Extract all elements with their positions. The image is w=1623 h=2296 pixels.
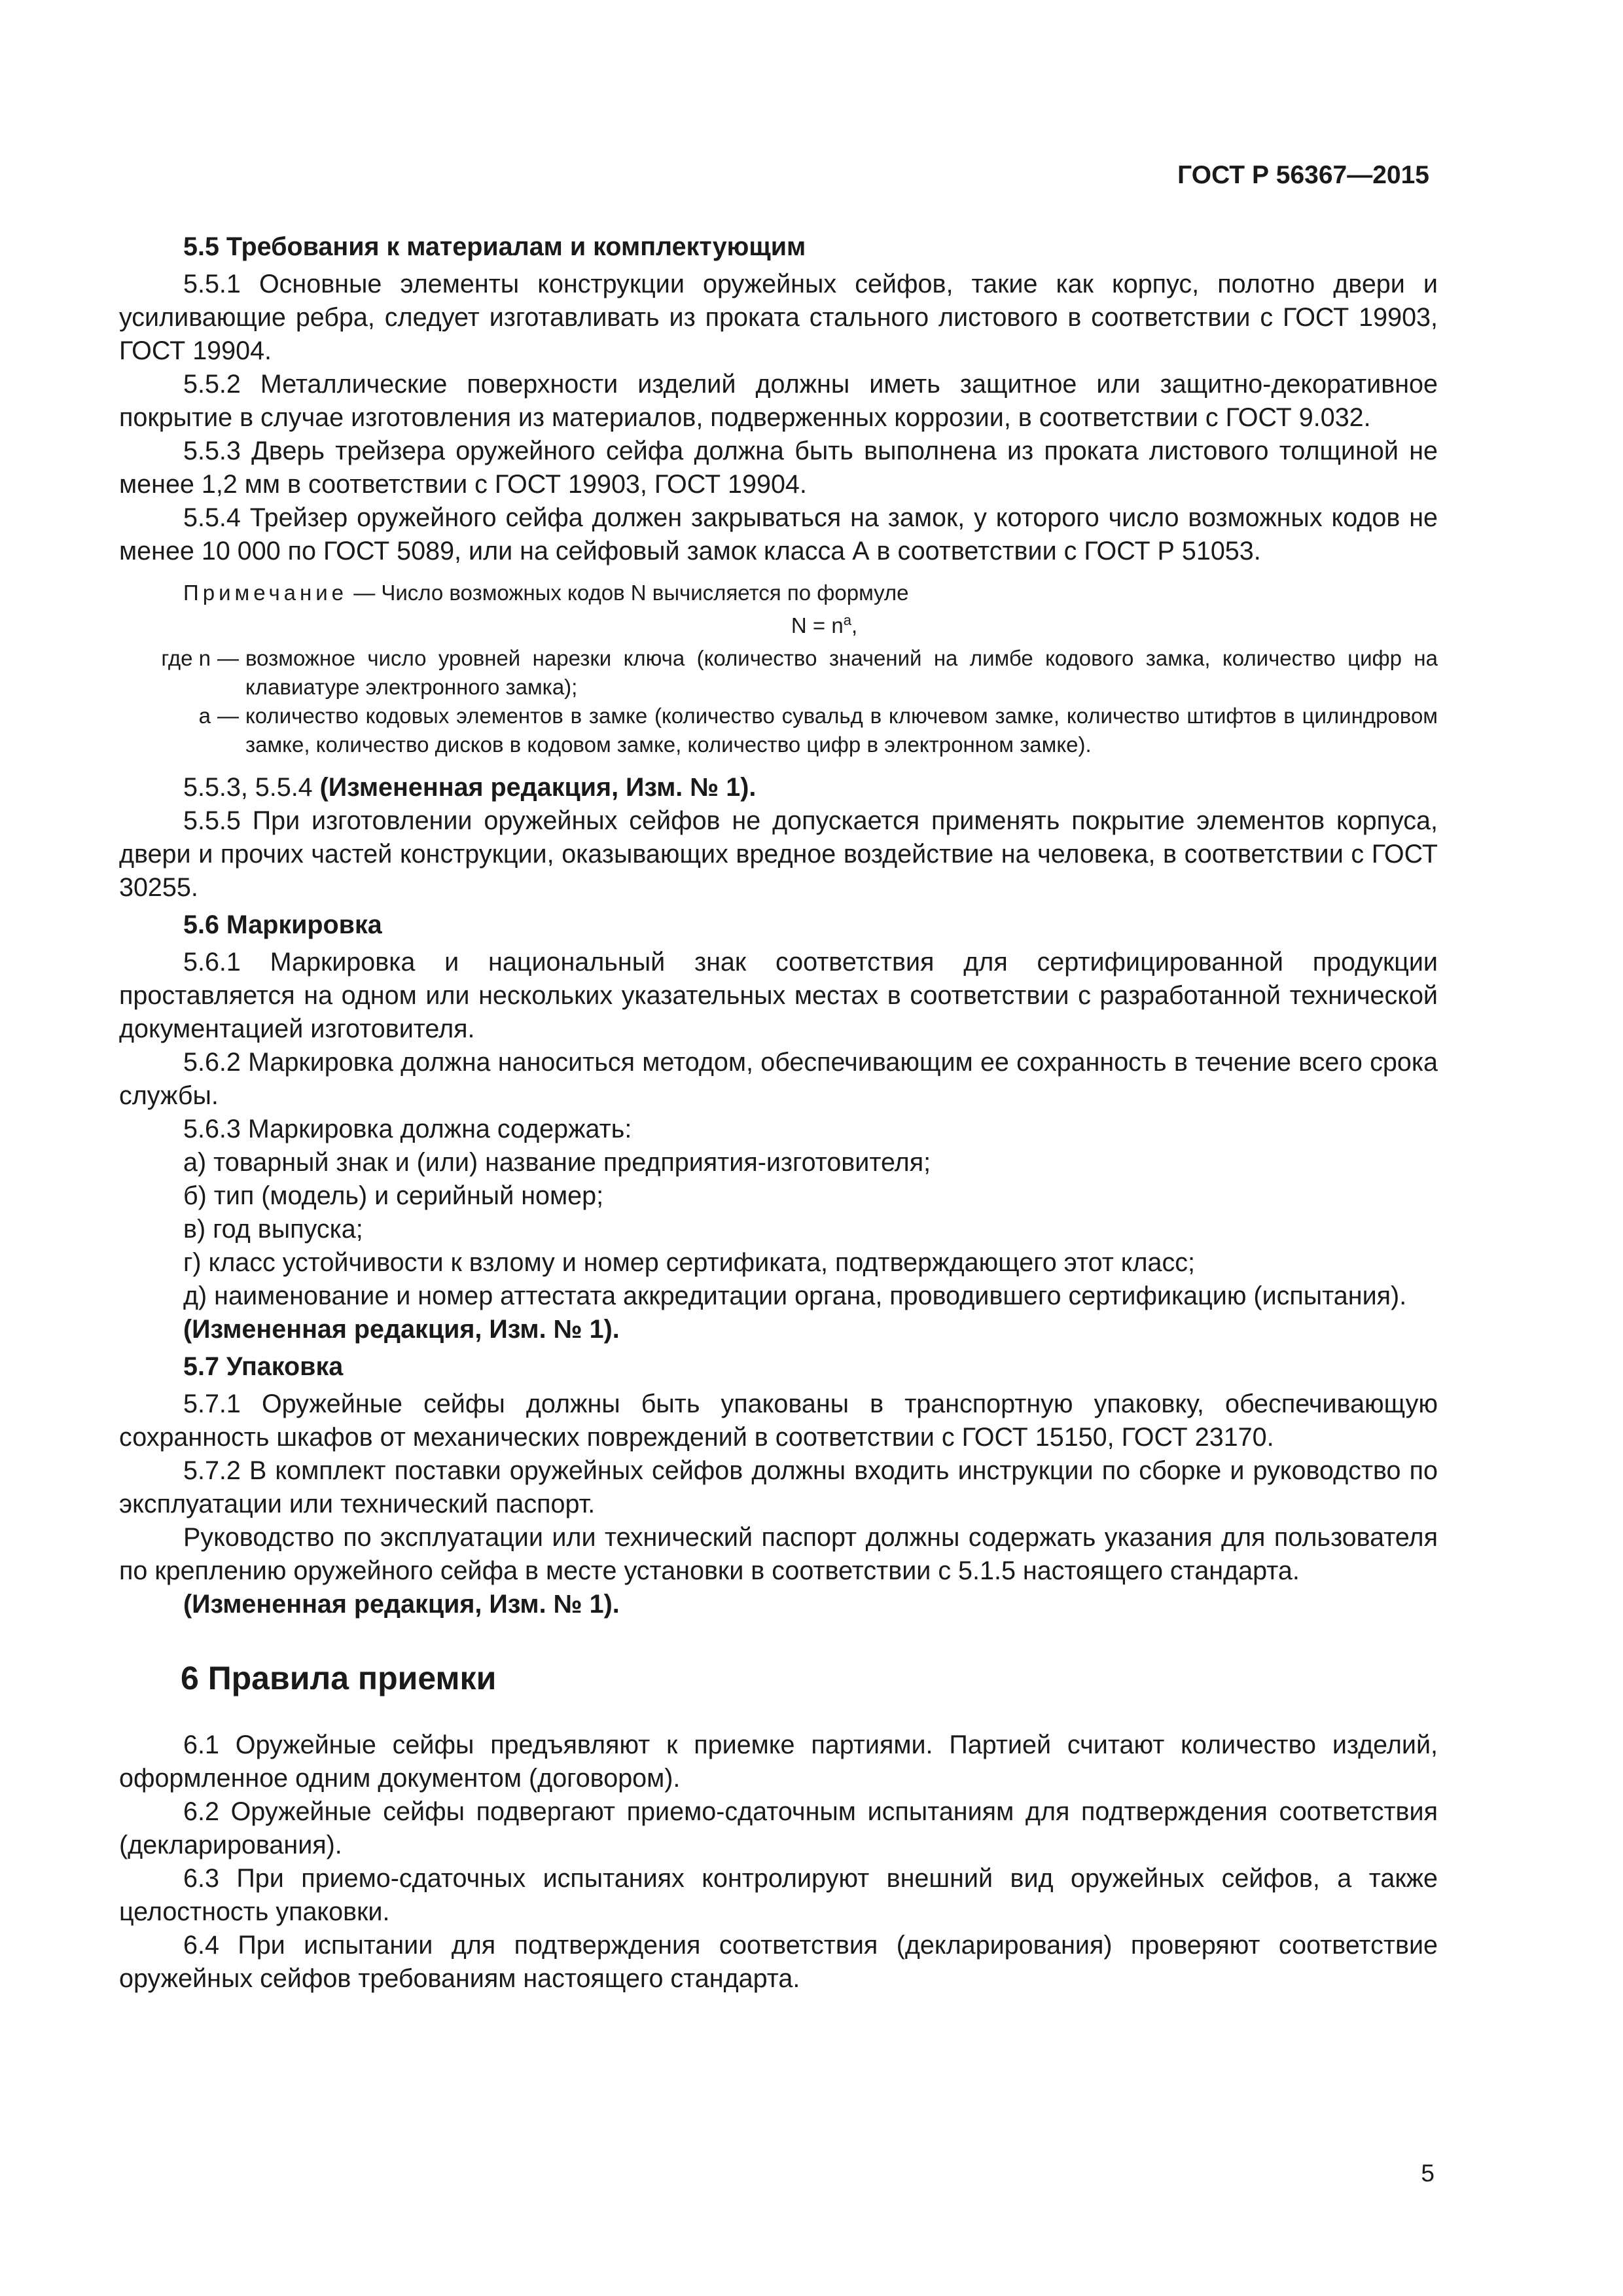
- section-5-7-heading: 5.7 Упаковка: [183, 1352, 344, 1381]
- definition-n-text: возможное число уровней нарезки ключа (количество значений на лимбе кодового замка, количество цифр на клавиатуре электронного замка);: [245, 646, 1438, 699]
- paragraph-5-6-1: 5.6.1 Маркировка и национальный знак соответствия для сертифицированной продукции проставляется на одном или нескольких указательных местах в соответствии с разработанной технической документацией изготовителя.: [119, 948, 1438, 1043]
- amendment-5-5-text: (Измененная редакция, Изм. № 1).: [319, 773, 757, 802]
- section-5-5-heading: 5.5 Требования к материалам и комплектующим: [183, 232, 806, 261]
- list-item-b: б) тип (модель) и серийный номер;: [183, 1181, 604, 1210]
- paragraph-6-4: 6.4 При испытании для подтверждения соответствия (декларирования) проверяют соответствие оружейных сейфов требованиям настоящего стандарта.: [119, 1931, 1438, 1993]
- paragraph-6-2: 6.2 Оружейные сейфы подвергают приемо-сдаточным испытаниям для подтверждения соответствия (декларирования).: [119, 1797, 1438, 1859]
- paragraph-5-5-4: 5.5.4 Трейзер оружейного сейфа должен закрываться на замок, у которого число возможных кодов не менее 10 000 по ГОСТ 5089, или на сейфовый замок класса А в соответствии с ГОСТ Р 51053.: [119, 503, 1438, 565]
- paragraph-6-3: 6.3 При приемо-сдаточных испытаниях контролируют внешний вид оружейных сейфов, а также целостность упаковки.: [119, 1864, 1438, 1926]
- amendment-5-7: (Измененная редакция, Изм. № 1).: [183, 1590, 620, 1619]
- amendment-5-5-ref: 5.5.3, 5.5.4: [183, 773, 313, 802]
- paragraph-5-7-1: 5.7.1 Оружейные сейфы должны быть упакованы в транспортную упаковку, обеспечивающую сохранность шкафов от механических повреждений в соответствии с ГОСТ 15150, ГОСТ 23170.: [119, 1390, 1438, 1452]
- list-item-d: д) наименование и номер аттестата аккредитации органа, проводившего сертификацию (испытания).: [183, 1282, 1407, 1310]
- definition-n-term: где n: [161, 646, 211, 670]
- definition-a: [119, 702, 1438, 759]
- paragraph-5-5-5: 5.5.5 При изготовлении оружейных сейфов не допускается применять покрытие элементов корпуса, двери и прочих частей конструкции, оказывающих вредное воздействие на человека, в соответствии с ГОСТ 30255.: [119, 806, 1438, 902]
- amendment-5-5: [119, 771, 1438, 804]
- section-6-heading: 6 Правила приемки: [181, 1660, 497, 1696]
- formula-tail: ,: [851, 613, 858, 637]
- list-item-a: а) товарный знак и (или) название предприятия-изготовителя;: [183, 1148, 931, 1177]
- definition-a-dash: —: [217, 704, 239, 728]
- paragraph-5-6-2: 5.6.2 Маркировка должна наноситься методом, обеспечивающим ее сохранность в течение всего срока службы.: [119, 1048, 1438, 1110]
- paragraph-5-7-2b: Руководство по эксплуатации или технический паспорт должны содержать указания для пользователя по креплению оружейного сейфа в месте установки в соответствии с 5.1.5 настоящего стандарта.: [119, 1523, 1438, 1585]
- formula-base: N = n: [791, 613, 844, 637]
- paragraph-5-5-2: 5.5.2 Металлические поверхности изделий должны иметь защитное или защитно-декоративное покрытие в случае изготовления из материалов, подверженных коррозии, в соответствии с ГОСТ 9.032.: [119, 370, 1438, 432]
- paragraph-6-1: 6.1 Оружейные сейфы предъявляют к приемке партиями. Партией считают количество изделий, оформленное одним документом (договором).: [119, 1731, 1438, 1793]
- definition-a-term: а: [198, 704, 211, 728]
- definition-n: [119, 644, 1438, 702]
- paragraph-5-5-1: 5.5.1 Основные элементы конструкции оружейных сейфов, такие как корпус, полотно двери и усиливающие ребра, следует изготавливать из проката стального листового в соответствии с ГОСТ 19903, ГОСТ 19904.: [119, 270, 1438, 365]
- document-header: ГОСТ Р 56367—2015: [1177, 161, 1429, 189]
- list-item-g: г) класс устойчивости к взлому и номер сертификата, подтверждающего этот класс;: [183, 1248, 1195, 1277]
- paragraph-5-6-3: 5.6.3 Маркировка должна содержать:: [183, 1115, 632, 1143]
- document-body: [119, 230, 1438, 1996]
- formula-exponent: a: [843, 612, 851, 628]
- definition-n-dash: —: [217, 646, 239, 670]
- definition-a-text: количество кодовых элементов в замке (количество сувальд в ключевом замке, количество штифтов в цилиндровом замке, количество дисков в кодовом замке, количество цифр в электронном замке).: [245, 704, 1438, 757]
- paragraph-5-5-3: 5.5.3 Дверь трейзера оружейного сейфа должна быть выполнена из проката листового толщиной не менее 1,2 мм в соответствии с ГОСТ 19903, ГОСТ 19904.: [119, 437, 1438, 499]
- note-intro: [119, 579, 1438, 607]
- list-item-v: в) год выпуска;: [183, 1215, 363, 1244]
- formula: [119, 611, 1438, 640]
- note-text: — Число возможных кодов N вычисляется по формуле: [353, 581, 909, 605]
- amendment-5-6: (Измененная редакция, Изм. № 1).: [183, 1315, 620, 1344]
- page-number: 5: [1421, 2160, 1435, 2187]
- note-label: Примечание: [183, 581, 348, 605]
- note-block: [119, 579, 1438, 759]
- section-5-6-heading: 5.6 Маркировка: [183, 910, 382, 939]
- paragraph-5-7-2: 5.7.2 В комплект поставки оружейных сейфов должны входить инструкции по сборке и руководство по эксплуатации или технический паспорт.: [119, 1456, 1438, 1518]
